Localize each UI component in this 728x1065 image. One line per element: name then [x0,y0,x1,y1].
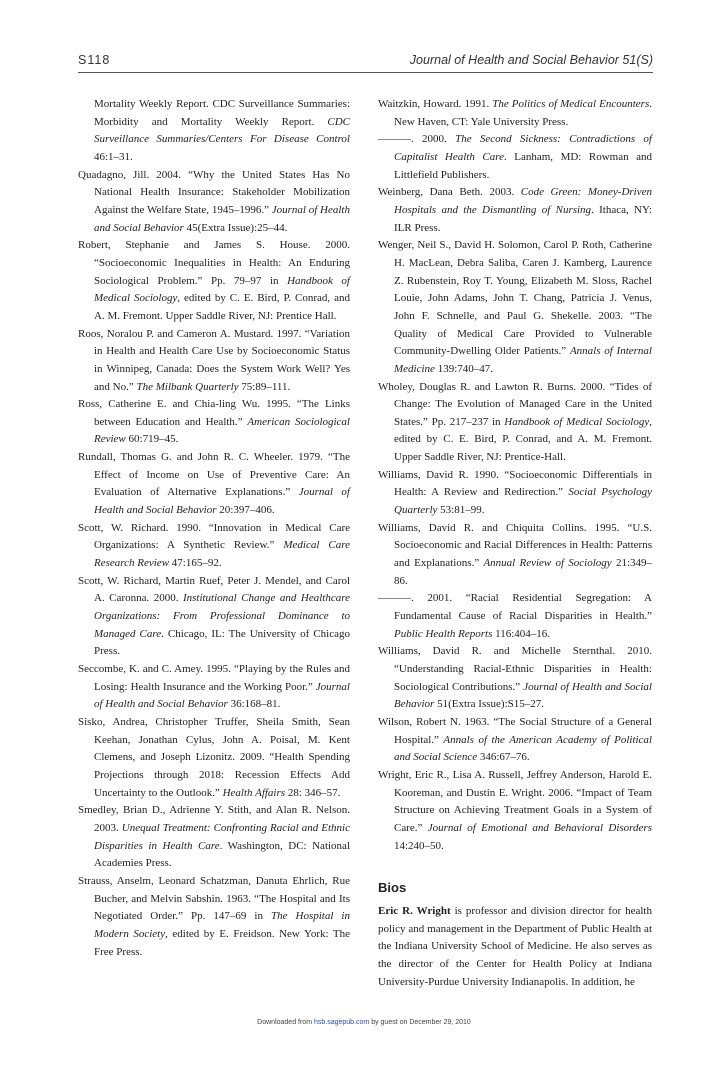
reference-text: Strauss, Anselm, Leonard Schatzman, Danuta Ehrlich, Rue Bucher, and Melvin Sabshin. 1963. “The Hospital and Its Negotiated Order.” Pp. 147–69 in [78,874,350,923]
reference-source-title: The Politics of Medical Encounters [492,98,650,110]
reference-text: Sisko, Andrea, Christopher Truffer, Sheila Smith, Sean Keehan, Jonathan Cylus, John A. Poisal, M. Kent Clemens, and Joseph Lizonitz. 2009. “Health Spending Projections through 2018: Recession Effects Add Uncertainty to the Outlook.” [78,715,350,799]
reference-source-title: Code Green: Money-Driven Hospitals and the Dismantling of Nursing [394,186,652,216]
reference-entry [78,326,350,397]
reference-text: Smedley, Brian D., Adrienne Y. Stith, and Alan R. Nelson. 2003. [78,804,350,834]
reference-text: 28: 346–57. [285,786,341,799]
reference-text: 45(Extra Issue):25–44. [183,221,288,234]
reference-source-title: The Second Sickness: Contradictions of Capitalist Health Care [394,133,652,163]
footer-suffix: by guest on December 29, 2010 [369,1019,471,1026]
reference-source-title: CDC Surveillance Summaries/Centers For Disease Control [94,115,350,146]
reference-text: 47:165–92. [169,557,222,570]
reference-source-title: Annals of Internal Medicine [394,345,652,375]
reference-text: , edited by C. E. Bird, P. Conrad, and A. M. Fremont. Upper Saddle River, NJ: Prentice-Hall. [394,415,652,464]
bios-heading: Bios [378,880,407,896]
reference-entry [78,167,350,238]
reference-text: 36:168–81. [227,698,281,711]
reference-text: Mortality Weekly Report. CDC Surveillance Summaries: Morbidity and Mortality Weekly Report. [94,98,350,128]
reference-text: 75:89–111. [238,380,291,393]
reference-text: . New Haven, CT: Yale University Press. [394,98,652,128]
reference-source-title: Journal of Health and Social Behavior [94,680,350,711]
reference-entry [78,449,350,520]
reference-text: Wilson, Robert N. 1963. “The Social Structure of a General Hospital.” [378,715,652,746]
reference-source-title: Medical Care Research Review [94,539,350,570]
reference-text: Wholey, Douglas R. and Lawton R. Burns. 2000. “Tides of Change: The Evolution of Managed Care in the United States.” Pp. 217–237 in [378,380,652,428]
references-right-list [378,96,652,855]
reference-source-title: Public Health Reports [394,627,493,640]
reference-source-title: Journal of Health and Social Behavior [94,203,350,234]
reference-entry [78,714,350,802]
bios-text: is professor and division director for health policy and management in the Department of Public Health at the Indiana University School of Medicine. He also serves as the director of the Center for Health Policy at Indiana University-Purdue University Indianapolis. In addition, he [378,904,652,988]
bios-paragraph [378,903,652,991]
reference-source-title: Health Affairs [222,786,286,799]
reference-text: , edited by C. E. Bird, P. Conrad, and A. M. Fremont. Upper Saddle River, NJ: Prentice Hall. [94,292,350,322]
reference-entry [78,802,350,873]
reference-text: Williams, David R. and Michelle Sternthal. 2010. “Understanding Racial-Ethnic Disparities in Health: Sociological Contributions.” [378,645,652,693]
reference-text: Williams, David R. and Chiquita Collins. 1995. “U.S. Socioeconomic and Racial Differences in Health: Patterns and Explanations.” [378,521,652,570]
reference-text: Williams, David R. 1990. “Socioeconomic Differentials in Health: A Review and Redirection.” [378,468,652,499]
reference-text: Weinberg, Dana Beth. 2003. [378,186,521,199]
reference-text: . Lanham, MD: Rowman and Littlefield Publishers. [394,150,652,181]
reference-source-title: Handbook of Medical Sociology [94,274,350,305]
reference-text: Quadagno, Jill. 2004. “Why the United States Has No National Health Insurance: Stakeholder Mobilization Against the Welfare State, 1945–1996.” [78,168,350,216]
reference-entry [78,96,350,167]
reference-source-title: Journal of Health and Social Behavior [394,680,652,711]
reference-text: Roos, Noralou P. and Cameron A. Mustard. 1997. “Variation in Health and Health Care Use by Socioeconomic Status in Winnipeg, Canada: Does the System Work Well? Yes and No.” [78,327,350,393]
reference-source-title: Annual Review of Sociology [483,557,612,570]
reference-entry [378,767,652,855]
reference-source-title: Annals of the American Academy of Political and Social Science [394,733,652,764]
reference-entry [378,467,652,520]
reference-entry [378,237,652,378]
reference-entry [78,396,350,449]
reference-text: 21:349–86. [394,557,652,587]
references-left-column [78,96,350,961]
reference-text: Rundall, Thomas G. and John R. C. Wheeler. 1979. “The Effect of Income on Use of Preventive Care: An Evaluation of Alternative Explanations.” [78,451,350,499]
reference-text: 20:397–406. [216,504,275,517]
reference-entry [378,714,652,767]
reference-text: Ross, Catherine E. and Chia-ling Wu. 1995. “The Links between Education and Health.” [78,398,350,428]
reference-entry [78,873,350,961]
reference-text: Scott, W. Richard, Martin Ruef, Peter J. Mendel, and Carol A. Caronna. 2000. [78,574,350,605]
reference-entry [378,379,652,467]
reference-text: Robert, Stephanie and James S. House. 2000. “Socioeconomic Inequalities in Health: An Enduring Sociological Problem.” Pp. 79–97 in [78,239,350,287]
reference-entry [78,573,350,661]
reference-text: . Chicago, IL: The University of Chicago Press. [94,627,350,658]
reference-text: ———. 2001. “Racial Residential Segregation: A Fundamental Cause of Racial Disparities in Health.” [378,592,652,623]
reference-entry [378,96,652,131]
reference-source-title: Institutional Change and Healthcare Organizations: From Professional Dominance to Managed Care [94,592,350,640]
footer-link[interactable]: hsb.sagepub.com [313,1019,370,1026]
reference-text: 116:404–16. [492,627,551,640]
reference-source-title: The Milbank Quarterly [136,380,239,393]
reference-entry [78,237,350,325]
reference-text: Wright, Eric R., Lisa A. Russell, Jeffrey Anderson, Harold E. Kooreman, and Dustin E. Wright. 2006. “Impact of Team Structure on Achieving Treatment Goals in a System of Care.” [378,768,652,834]
footer-prefix: Downloaded from [257,1019,314,1026]
reference-entry [378,184,652,237]
reference-entry [378,643,652,714]
reference-text: ———. 2000. [378,133,456,146]
running-header [78,50,653,76]
reference-text: . Washington, DC: National Academies Press. [94,839,350,870]
reference-text: 346:67–76. [477,751,530,764]
references-right-column [378,96,652,991]
reference-source-title: Unequal Treatment: Confronting Racial and Ethnic Disparities in Health Care [94,821,350,852]
download-footer [0,1019,728,1026]
reference-text: Seccombe, K. and C. Amey. 1995. “Playing by the Rules and Losing: Health Insurance and the Working Poor.” [78,663,350,693]
page-number: S118 [78,53,111,67]
reference-text: , edited by E. Freidson. New York: The Free Press. [94,927,350,958]
header-rule [78,72,653,73]
reference-text: 139:740–47. [434,362,493,375]
reference-entry [378,131,652,184]
reference-source-title: American Sociological Review [94,415,350,446]
reference-text: 14:240–50. [394,839,444,852]
journal-title: Journal of Health and Social Behavior 51(S) [409,53,653,67]
reference-source-title: Handbook of Medical Sociology [504,415,650,428]
reference-entry [78,520,350,573]
reference-source-title: Journal of Emotional and Behavioral Disorders [427,821,652,834]
reference-text: Scott, W. Richard. 1990. “Innovation in Medical Care Organizations: A Synthetic Review.” [78,521,350,552]
reference-text: 53:81–99. [437,504,485,517]
reference-text: Waitzkin, Howard. 1991. [378,98,493,110]
reference-entry [378,520,652,591]
reference-entry [378,590,652,643]
reference-source-title: The Hospital in Modern Society [94,910,350,940]
reference-source-title: Social Psychology Quarterly [394,486,652,517]
reference-entry [78,661,350,714]
reference-text: 60:719–45. [125,433,179,446]
reference-text: 51(Extra Issue):S15–27. [434,698,545,711]
bios-author-name: Eric R. Wright [378,904,451,917]
reference-text: 46:1–31. [94,150,133,163]
reference-source-title: Journal of Health and Social Behavior [94,486,350,517]
reference-text: . Ithaca, NY: ILR Press. [394,203,652,234]
reference-text: Wenger, Neil S., David H. Solomon, Carol P. Roth, Catherine H. MacLean, Debra Saliba, Caren J. Kamberg, Laurence Z. Rubenstein, Roy T. Young, Elizabeth M. Sloss, Rachel Louie, John Adams, John T. Chang, Patricia J. Venus, John F. Schnelle, and Paul G. Shekelle. 2003. “The Quality of Medical Care Provided to Vulnerable Community-Dwelling Older Patients.” [378,239,652,358]
